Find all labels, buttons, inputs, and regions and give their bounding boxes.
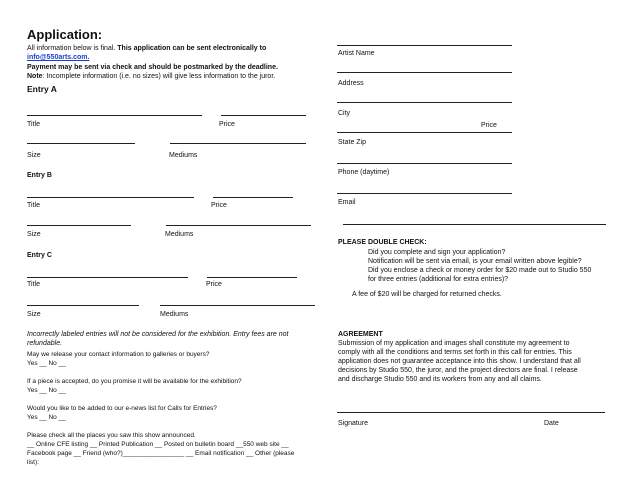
phone-line[interactable] bbox=[337, 193, 512, 194]
entry-a-price-label: Price bbox=[219, 121, 235, 128]
incomplete-note bbox=[27, 72, 275, 81]
entry-a-size-line[interactable] bbox=[27, 143, 135, 144]
agreement-line: comply with all the conditions and terms set forth in this call for entries. This bbox=[338, 349, 572, 356]
entry-c-price-line[interactable] bbox=[207, 277, 297, 278]
note-label: Note bbox=[27, 73, 43, 80]
state-zip-line[interactable] bbox=[337, 163, 512, 164]
entry-c-mediums-line[interactable] bbox=[160, 305, 315, 306]
entry-a-mediums-line[interactable] bbox=[170, 143, 306, 144]
email-label: Email bbox=[338, 199, 356, 206]
entry-a-title-label: Title bbox=[27, 121, 40, 128]
entry-a-size-label: Size bbox=[27, 152, 41, 159]
agreement-heading: AGREEMENT bbox=[338, 331, 383, 338]
announcement-options-3[interactable]: list): bbox=[27, 459, 39, 466]
agreement-line: Submission of my application and images shall constitute my agreement to bbox=[338, 340, 570, 347]
state-zip-label: State Zip bbox=[338, 139, 367, 146]
entry-a-mediums-label: Mediums bbox=[169, 152, 198, 159]
agreement-line: application does not guarantee acceptance into this show. I understand that all bbox=[338, 358, 581, 365]
artist-name-label: Artist Name bbox=[338, 50, 375, 57]
agreement-line: and discharge Studio 550 and its workers from any and all claims. bbox=[338, 376, 542, 383]
entry-a-price-line[interactable] bbox=[221, 115, 306, 116]
announcement-options-2[interactable]: Facebook page __ Friend (who?)_________________ __ Email notification __ Other (please bbox=[27, 450, 295, 457]
email-line[interactable] bbox=[343, 224, 606, 225]
entry-c-title-line[interactable] bbox=[27, 277, 188, 278]
incorrect-label-notice: Incorrectly labeled entries will not be considered for the exhibition. Entry fees are not refundable. bbox=[27, 331, 289, 347]
answer-release-info[interactable]: Yes __ No __ bbox=[27, 360, 66, 367]
payment-note: Payment may be sent via check and should be postmarked by the deadline. bbox=[27, 64, 278, 71]
agreement-line: decisions by Studio 550, the juror, and the project directors are final. I release bbox=[338, 367, 578, 374]
entry-c-size-line[interactable] bbox=[27, 305, 139, 306]
entry-a-title-line[interactable] bbox=[27, 115, 202, 116]
address-line[interactable] bbox=[337, 72, 512, 73]
double-check-heading: PLEASE DOUBLE CHECK: bbox=[338, 239, 427, 246]
double-check-item: Did you enclose a check or money order for $20 made out to Studio 550 for three entries (additional for extra entries)? bbox=[368, 267, 592, 283]
city-label: City bbox=[338, 110, 351, 117]
answer-enews[interactable]: Yes __ No __ bbox=[27, 414, 66, 421]
address-line-2[interactable] bbox=[337, 102, 512, 103]
entry-c-size-label: Size bbox=[27, 311, 41, 318]
entry-b-price-label: Price bbox=[211, 202, 227, 209]
signature-label: Signature bbox=[338, 420, 368, 427]
entry-b-mediums-line[interactable] bbox=[166, 225, 311, 226]
page-title: Application: bbox=[27, 27, 103, 42]
announcement-options-1[interactable]: __ Online CFE listing __ Printed Publication __ Posted on bulletin board __550 web site __ bbox=[27, 441, 289, 448]
entry-b-size-label: Size bbox=[27, 231, 41, 238]
question-announcement: Please check all the places you saw this show announced. bbox=[27, 432, 196, 439]
double-check-item: Notification will be sent via email, is your email written above legible? bbox=[368, 258, 582, 265]
entry-c-title-label: Title bbox=[27, 281, 40, 288]
header-line-1-plain: All information below is final. bbox=[27, 45, 118, 52]
entry-b-title-label: Title bbox=[27, 202, 40, 209]
question-availability: If a piece is accepted, do you promise it will be available for the exhibition? bbox=[27, 378, 242, 385]
address-label: Address bbox=[338, 80, 364, 87]
email-link[interactable]: info@550arts.com. bbox=[27, 54, 90, 61]
entry-b-title-line[interactable] bbox=[27, 197, 194, 198]
question-enews: Would you like to be added to our e-news list for Calls for Entries? bbox=[27, 405, 217, 412]
entry-c-heading: Entry C bbox=[27, 252, 52, 259]
entry-b-heading: Entry B bbox=[27, 172, 52, 179]
city-line[interactable] bbox=[337, 132, 512, 133]
double-check-list bbox=[352, 248, 600, 284]
question-release-info: May we release your contact information to galleries or buyers? bbox=[27, 351, 210, 358]
signature-line[interactable] bbox=[337, 412, 605, 413]
right-price-label: Price bbox=[481, 122, 497, 129]
phone-label: Phone (daytime) bbox=[338, 169, 390, 176]
entry-b-mediums-label: Mediums bbox=[165, 231, 194, 238]
date-label: Date bbox=[544, 420, 559, 427]
entry-c-price-label: Price bbox=[206, 281, 222, 288]
returned-check-fee: A fee of $20 will be charged for returned checks. bbox=[352, 291, 502, 298]
artist-name-line[interactable] bbox=[337, 45, 512, 46]
entry-a-heading: Entry A bbox=[27, 84, 57, 94]
header-line-1 bbox=[27, 44, 266, 53]
entry-b-price-line[interactable] bbox=[213, 197, 293, 198]
entry-b-size-line[interactable] bbox=[27, 225, 131, 226]
answer-availability[interactable]: Yes __ No __ bbox=[27, 387, 66, 394]
header-line-1-bold: This application can be sent electronically to bbox=[117, 45, 267, 52]
entry-c-mediums-label: Mediums bbox=[160, 311, 189, 318]
note-text: : Incomplete information (i.e. no sizes) will give less information to the juror. bbox=[42, 73, 276, 80]
double-check-item: Did you complete and sign your application? bbox=[368, 249, 506, 256]
